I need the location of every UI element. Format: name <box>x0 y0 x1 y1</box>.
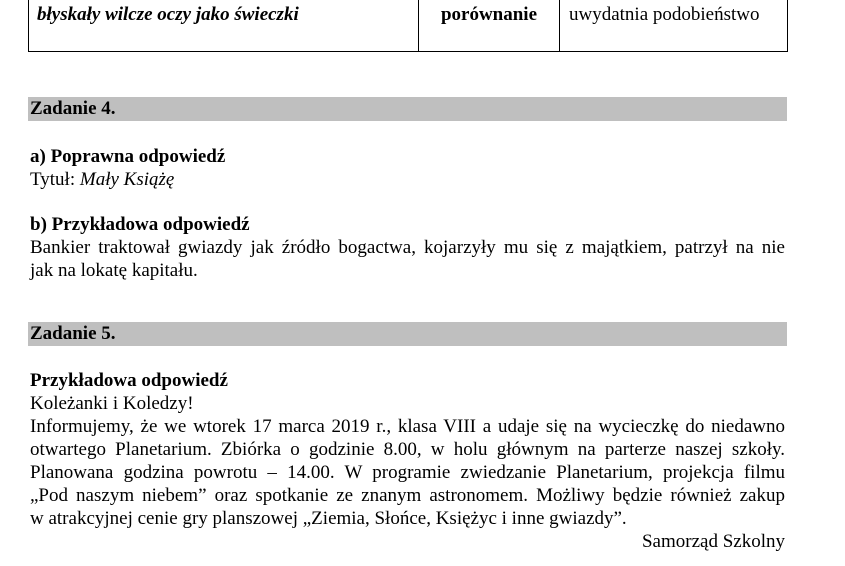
task4-b-label: b) Przykładowa odpowiedź <box>30 214 250 235</box>
answer-table-row <box>28 0 788 52</box>
task5-label: Przykładowa odpowiedź <box>30 370 228 391</box>
function-cell: uwydatnia podobieństwo <box>569 4 760 25</box>
title-prefix: Tytuł: <box>30 169 80 190</box>
task5-line-3: Planowana godzina powrotu – 14.00. W programie zwiedzanie Planetarium, projekcja filmu <box>30 462 785 483</box>
task4-b-line-1: Bankier traktował gwiazdy jak źródło bogactwa, kojarzyły mu się z majątkiem, patrzył na nie <box>30 237 785 258</box>
task5-greeting: Koleżanki i Koledzy! <box>30 393 194 414</box>
task4-heading: Zadanie 4. <box>28 97 787 121</box>
task5-heading: Zadanie 5. <box>28 322 787 346</box>
task5-signature: Samorząd Szkolny <box>641 531 785 552</box>
task5-line-1: Informujemy, że we wtorek 17 marca 2019 r., klasa VIII a udaje się na wycieczkę do niedawno <box>30 416 785 437</box>
task5-line-5: w atrakcyjnej cenie gry planszowej „Ziemia, Słońce, Księżyc i inne gwiazdy”. <box>30 508 627 529</box>
task5-line-2: otwartego Planetarium. Zbiórka o godzinie 8.00, w holu głównym na parterze naszej szkoły. <box>30 439 785 460</box>
fragment-cell: błyskały wilcze oczy jako świeczki <box>29 0 419 51</box>
task4-b-line-2: jak na lokatę kapitału. <box>30 260 198 281</box>
task5-line-4: „Pod naszym niebem” oraz spotkanie ze znanym astronomem. Możliwy będzie również zakup <box>30 485 785 506</box>
task4-a-answer <box>30 168 174 191</box>
device-cell: porównanie <box>419 0 560 51</box>
task4-a-label: a) Poprawna odpowiedź <box>30 146 226 167</box>
book-title: Mały Książę <box>79 169 175 190</box>
